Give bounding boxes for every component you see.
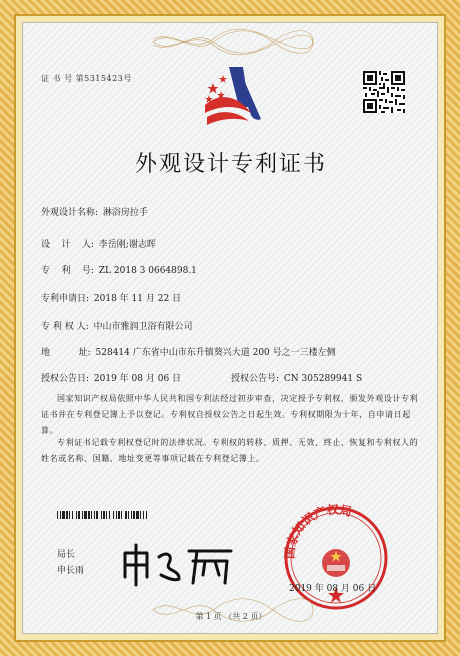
design-name-label: 外观设计名称: [41,208,99,218]
barcode-bar [113,511,114,519]
barcode-bar [82,511,83,519]
designer-row [41,237,156,250]
grant-date-value: 2019 年 08 月 06 日 [93,374,182,384]
barcode-icon [57,511,205,519]
certificate-paper [22,22,438,634]
qr-code-icon [363,71,405,113]
barcode-bar [88,511,90,519]
barcode-bar [69,511,70,519]
barcode-bar [94,511,95,519]
barcode-bar [62,511,65,519]
address-label: 地 址: [41,348,91,358]
patent-number-row [41,263,197,276]
address-row [41,345,336,358]
patentee-row [41,319,193,332]
barcode-bar [116,511,117,519]
barcode-bar [143,511,144,519]
legal-status-paragraph: 专利证书记载专利权登记时的法律状况。专利权的转移、质押、无效、终止、恢复和专利权人的姓名或名称、国籍、地址变更等事项记载在专利登记簿上。 [41,438,419,463]
barcode-bar [96,511,98,519]
barcode-bar [118,511,120,519]
chief-title-label: 局长 [57,550,76,560]
barcode-bar [57,511,58,519]
barcode-bar [128,511,129,519]
patentee-label: 专 利 权 人: [41,322,89,332]
barcode-bar [109,511,110,519]
barcode-bar [101,511,102,519]
patentee-value: 中山市雅润卫浴有限公司 [93,322,193,332]
filing-date-row [41,291,181,304]
barcode-bar [66,511,68,519]
guilloche-ornament-top [143,27,323,57]
grant-number-row [231,371,362,384]
patent-number-value: ZL 2018 3 0664898.1 [98,266,197,276]
designer-label: 设 计 人: [41,240,94,250]
barcode-bar [133,511,135,519]
barcode-bar [103,511,105,519]
patent-number-label: 专 利 号: [41,266,94,276]
barcode-bar [84,511,87,519]
filing-date-value: 2018 年 11 月 22 日 [93,294,182,304]
barcode-bar [125,511,127,519]
barcode-bar [146,511,147,519]
barcode-bar [78,511,80,519]
grant-number-label: 授权公告号: [231,374,280,384]
grant-date-row [41,371,181,384]
barcode-bar [106,511,107,519]
filing-date-label: 专利申请日: [41,294,90,304]
grant-statement-paragraph: 国家知识产权局依照中华人民共和国专利法经过初步审查，决定授予专利权，颁发外观设计专利证书并在专利登记簿上予以登记。专利权自授权公告之日起生效。专利权期限为十年，自申请日起算。 [41,394,419,435]
design-name-row [41,205,148,218]
address-value: 528414 广东省中山市东升镇葵兴大道 200 号之一三楼左侧 [95,348,336,358]
certificate-number: 证 书 号 第5315423号 [41,74,132,83]
designer-value: 李岳刚;谢志晖 [98,240,156,250]
seal-date: 2019 年 08 月 06 日 [289,584,377,594]
chief-name-label: 申长雨 [57,566,85,576]
page-number: 第 1 页 （共 2 页） [195,612,267,621]
barcode-bar [72,511,73,519]
grant-number-value: CN 305289941 S [283,374,363,384]
director-signature [119,539,237,589]
barcode-bar [76,511,77,519]
national-emblem-icon [322,549,350,577]
barcode-bar [60,511,61,519]
grant-date-label: 授权公告日: [41,374,90,384]
barcode-bar [91,511,92,519]
barcode-bar [121,511,122,519]
cnipa-logo-icon [199,61,267,135]
barcode-bar [140,511,141,519]
barcode-bar [136,511,139,519]
certificate-title: 外观设计专利证书 [134,152,327,177]
design-name-value: 淋浴房拉手 [102,208,148,218]
barcode-bar [131,511,132,519]
seal-text: 国家知识产权局 [282,503,354,560]
